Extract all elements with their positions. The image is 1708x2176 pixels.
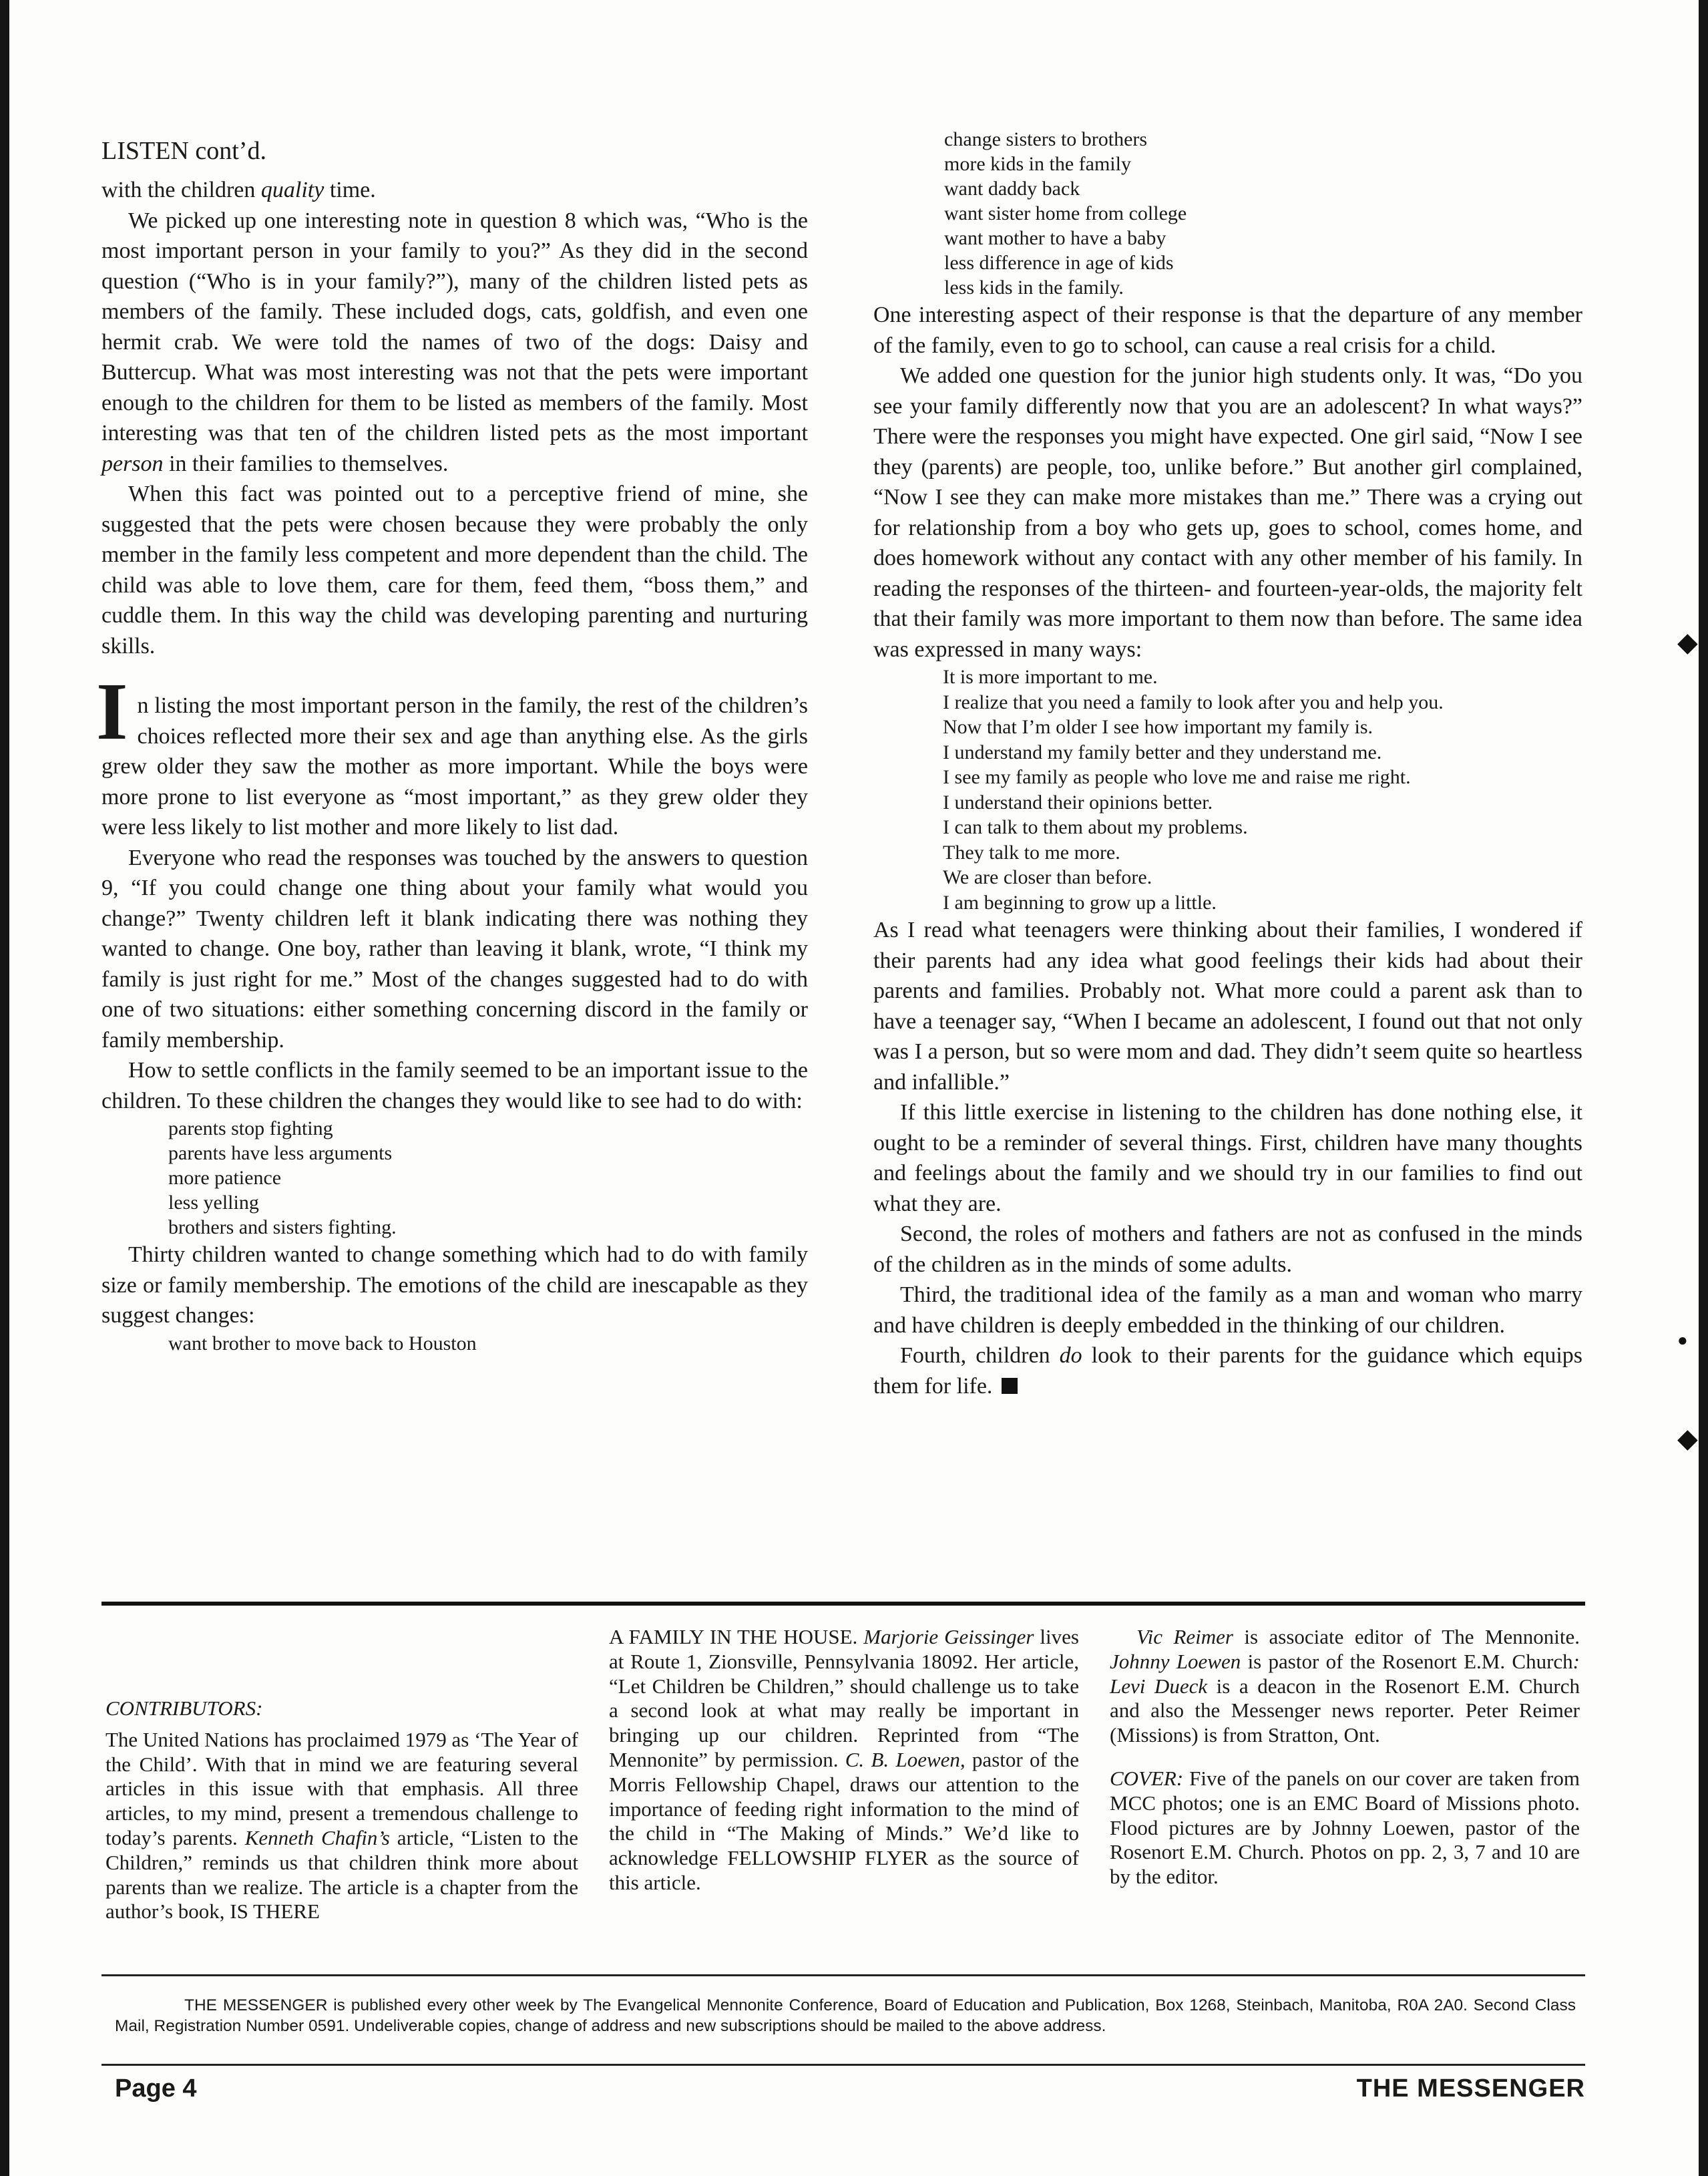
article-column-2 [873,127,1582,1401]
cover-note [1110,1767,1580,1889]
list-item: want daddy back [944,178,1080,200]
list-item: parents have less arguments [168,1142,393,1164]
paragraph: Third, the traditional idea of the family as a man and woman who marry and have children is deeply embedded in the thinking of our children. [873,1282,1582,1338]
list-item: It is more important to me. [943,666,1158,688]
paragraph: When this fact was pointed out to a perceptive friend of mine, she suggested that the pets were chosen because they were probably the only member in the family less competent and more dependent than the child. The child was able to love them, care for them, feed them, “boss them,” and cuddle them. In this way the child was developing parenting and nurturing skills. [101,482,808,659]
emphasis: quality [260,178,325,202]
text: is associate editor of The Mennonite. [1233,1625,1580,1648]
list-item: more patience [168,1167,282,1189]
emphasis: Marjorie Geissinger [863,1625,1034,1648]
paragraph [105,1728,578,1924]
contributors-title: CONTRIBUTORS: [105,1696,263,1720]
list-item: want brother to move back to Houston [168,1332,477,1354]
text: with the children [101,178,261,202]
text: article, “Listen to the Children,” reminds us that children think more about parents than we realize. The article is a chapter from the author’s book, IS THERE [105,1825,578,1924]
text: is pastor of the Rosenort E.M. Church [1241,1649,1573,1673]
paragraph [101,206,808,480]
paragraph: If this little exercise in listening to the children has done nothing else, it ought to be a reminder of several things. First, children have many thoughts and feelings about the family and we should try in our families to find out what they are. [873,1100,1582,1216]
conflict-list [101,1116,808,1240]
text: The United Nations has proclaimed 1979 as ‘The Year of the Child’. With that in mind we are featuring several articles in this issue with that emphasis. All three articles, to my mind, present a tremendous challenge to today’s parents. [105,1727,578,1849]
text: look to their parents for the guidance which equips them for life. [873,1343,1583,1399]
drop-cap: I [96,667,128,757]
text: A FAMILY IN THE HOUSE. [609,1625,864,1648]
contributors-column-1 [105,1696,578,1924]
list-item: more kids in the family [944,153,1131,175]
list-item: want sister home from college [944,202,1187,224]
text: Fourth, children [900,1343,1060,1368]
contributors-column-2 [609,1625,1079,1895]
text: lives at Route 1, Zionsville, Pennsylvania 18092. Her article, “Let Children be Children,” should challenge us to take a second look at what may really be important in bringing up our children. Reprinted from “The Mennonite” by permission. [609,1625,1079,1771]
membership-list-continued [873,127,1582,300]
text: We picked up one interesting note in question 8 which was, “Who is the most important person in your family to you?” As they did in the second question (“Who is in your family?”), many of the children listed pets as members of the family. These included dogs, cats, goldfish, and even one hermit crab. We were told the names of two of the dogs: Daisy and Buttercup. What was most interesting was not that the pets were important enough to the children for them to be listed as members of the family. Most interesting was that ten of the children listed pets as the most important [101,208,808,445]
paragraph: As I read what teenagers were thinking about their families, I wondered if their parents had any idea what good feelings their kids had about their parents and families. Probably not. What more could a parent ask than to have a teenager say, “When I became an adolescent, I found out that not only was I a person, but so were mom and dad. They didn’t seem quite so heartless and infallible.” [873,918,1582,1095]
binding-mark: ◆ [1677,627,1698,657]
paragraph: How to settle conflicts in the family seemed to be an important issue to the children. To these children the changes they would like to see had to do with: [101,1058,808,1113]
article-column-1 [96,135,808,1356]
list-item: parents stop fighting [168,1117,333,1139]
footer-divider [101,1974,1585,1976]
emphasis: person [101,451,164,476]
list-item: want mother to have a baby [944,227,1166,249]
text: is a deacon in the Rosenort E.M. Church and also the Messenger news reporter. Peter Reimer (Missions) is from Stratton, Ont. [1110,1674,1580,1747]
teen-response-list [873,665,1582,915]
magazine-name: THE MESSENGER [1356,2074,1585,2103]
emphasis: : Levi Dueck [1110,1649,1580,1698]
paragraph [609,1625,1079,1895]
emphasis: Kenneth Chafin’s [244,1825,390,1849]
list-item: Now that I’m older I see how important my family is. [943,716,1373,738]
paragraph [101,175,808,206]
paragraph: We added one question for the junior high students only. It was, “Do you see your family differently now that you are an adolescent? In what ways?” There were the responses you might have expected. One girl said, “Now I see they (parents) are people, too, unlike before.” But another girl complained, “Now I see they can make more mistakes than me.” There was a crying out for relationship from a boy who gets up, goes to school, comes home, and does homework without any contact with any other member of his family. In reading the responses of the thirteen- and fourteen-year-olds, the majority felt that their family was more important to them now than before. The same idea was expressed in many ways: [873,363,1582,662]
list-item: I understand my family better and they understand me. [943,741,1382,763]
emphasis: C. B. Loewen, [845,1747,966,1771]
paragraph [96,667,808,843]
emphasis: Vic Reimer [1136,1625,1233,1648]
footer-divider [101,2064,1585,2066]
paragraph: Everyone who read the responses was touched by the answers to question 9, “If you could change one thing about your family what would you change?” Twenty children left it blank indicating there was nothing they wanted to change. One boy, rather than leaving it blank, wrote, “I think my family is just right for me.” Most of the changes suggested had to do with one of two situations: either something concerning discord in the family or family membership. [101,845,808,1053]
membership-list [101,1331,808,1356]
cover-label: COVER: [1110,1766,1184,1790]
text: pastor of the Morris Fellowship Chapel, draws our attention to the importance of feeding right information to the mind of the child in “The Making of Minds.” We’d like to acknowledge FELLOWSHIP FLYER as the source of this article. [609,1747,1079,1894]
list-item: They talk to me more. [943,841,1120,864]
list-item: I am beginning to grow up a little. [943,891,1217,914]
scan-edge-left [0,0,9,2176]
publication-note: THE MESSENGER is published every other week by The Evangelical Mennonite Conference, Board of Education and Publication, Box 1268, Steinbach, Manitoba, R0A 2A0. Second Class Mail, Registration Number 0591. Undeliverable copies, change of address and new subscriptions should be mailed to the above address. [115,1996,1576,2035]
emphasis: do [1059,1343,1082,1368]
list-item: I can talk to them about my problems. [943,816,1248,838]
paragraph [873,1340,1582,1401]
text: time. [324,178,376,202]
list-item: I realize that you need a family to look after you and help you. [943,691,1444,713]
binding-mark: ● [1677,1330,1688,1350]
list-item: brothers and sisters fighting. [168,1216,397,1238]
emphasis: Johnny Loewen [1110,1649,1241,1673]
article-heading: LISTEN cont’d. [101,137,266,165]
list-item: We are closer than before. [943,866,1152,888]
list-item: less yelling [168,1192,259,1214]
list-item: less difference in age of kids [944,252,1174,274]
text: Five of the panels on our cover are taken from MCC photos; one is an EMC Board of Missions photo. Flood pictures are by Johnny Loewen, pastor of the Rosenort E.M. Church. Photos on pp. 2, 3, 7 and 10 are by the editor. [1110,1766,1580,1889]
text: n listing the most important person in the family, the rest of the children’s choices reflected more their sex and age than anything else. As the girls grew older they saw the mother as more important. While the boys were more prone to list everyone as “most important,” as they grew older they were less likely to list mother and more likely to list dad. [101,693,808,840]
end-of-article-mark [1002,1378,1018,1394]
scan-edge-right [1699,0,1708,2176]
section-divider [101,1602,1585,1606]
binding-mark: ◆ [1677,1423,1698,1453]
contributors-column-3 [1110,1625,1580,1889]
paragraph [1110,1625,1580,1748]
paragraph: Second, the roles of mothers and fathers are not as confused in the minds of the children as in the minds of some adults. [873,1222,1582,1277]
list-item: I understand their opinions better. [943,791,1213,813]
paragraph: One interesting aspect of their response is that the departure of any member of the family, even to go to school, can cause a real crisis for a child. [873,303,1582,358]
list-item: I see my family as people who love me and raise me right. [943,766,1411,788]
list-item: change sisters to brothers [944,128,1148,150]
list-item: less kids in the family. [944,277,1124,299]
page-number: Page 4 [115,2074,197,2103]
text: in their families to themselves. [163,451,449,476]
paragraph: Thirty children wanted to change something which had to do with family size or family membership. The emotions of the child are inescapable as they suggest changes: [101,1242,808,1328]
